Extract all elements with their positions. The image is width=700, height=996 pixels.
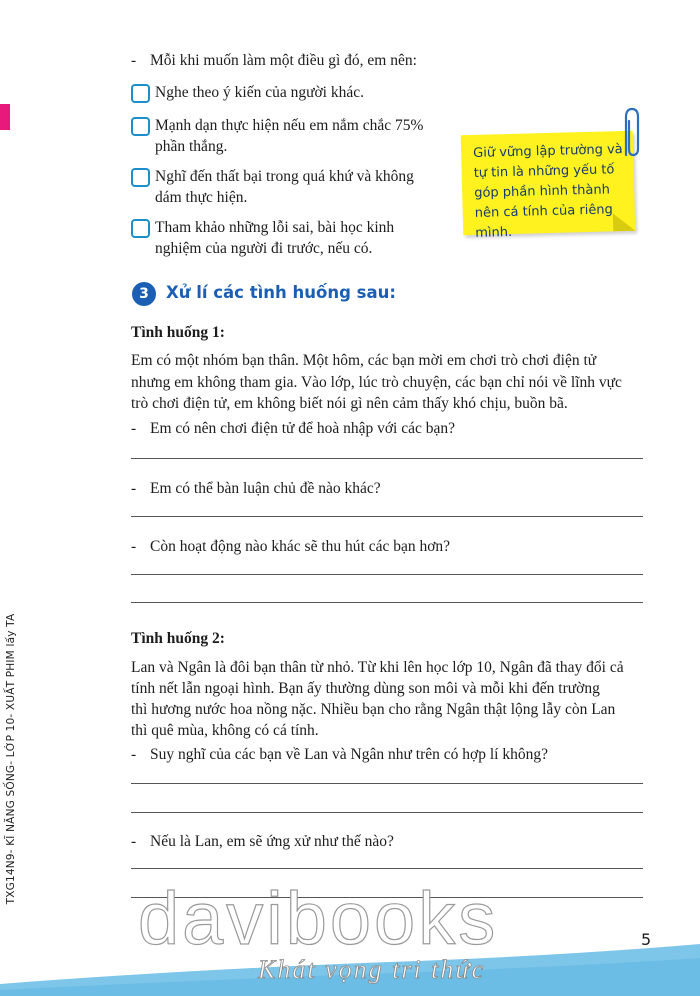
section-title: Xử lí các tình huống sau: [166,283,396,302]
option-checkbox-3[interactable] [131,168,150,187]
answer-line[interactable] [131,812,643,813]
side-print-code: TXG14N9- KĨ NĂNG SỐNG- LỚP 10- XUẤT PHIM lấy TA [5,613,17,905]
paperclip-icon [616,105,646,161]
answer-line[interactable] [131,868,643,869]
situation-2-question-2: Nếu là Lan, em sẽ ứng xử như thế nào? [150,833,394,850]
page-number: 5 [641,930,652,949]
situation-2-question-1: Suy nghĩ của các bạn về Lan và Ngân như trên có hợp lí không? [150,746,548,763]
situation-2-line: thì quê mùa, không có cá tính. [131,722,319,739]
section-number-badge: 3 [132,282,156,306]
dash: - [131,480,137,497]
option-4-line2: nghiệm của người đi trước, nếu có. [155,240,373,257]
question-intro: Mỗi khi muốn làm một điều gì đó, em nên: [150,52,417,69]
dash: - [131,52,137,69]
option-checkbox-1[interactable] [131,84,150,103]
situation-1-question-2: Em có thể bàn luận chủ đề nào khác? [150,480,381,497]
situation-2-line: Lan và Ngân là đôi bạn thân từ nhỏ. Từ khi lên học lớp 10, Ngân đã thay đổi cả [131,659,624,676]
note-line: Giữ vững lập trường và [473,142,623,161]
situation-1-line: Em có một nhóm bạn thân. Một hôm, các bạn mời em chơi trò chơi điện tử [131,352,597,369]
situation-1-title: Tình huống 1: [131,324,225,341]
situation-1-line: trò chơi điện tử, em không biết nói gì nên cảm thấy khó chịu, buồn bã. [131,395,568,412]
situation-2-line: thì hương nước hoa nồng nặc. Nhiều bạn cho rằng Ngân thật lộng lẫy còn Lan [131,701,616,718]
answer-line[interactable] [131,574,643,575]
option-checkbox-2[interactable] [131,117,150,136]
situation-2-title: Tình huống 2: [131,630,225,647]
answer-line[interactable] [131,458,643,459]
dash: - [131,833,137,850]
option-3-line2: dám thực hiện. [155,189,248,206]
answer-line[interactable] [131,783,643,784]
note-line: mình. [475,224,513,241]
situation-1-question-1: Em có nên chơi điện tử để hoà nhập với các bạn? [150,420,455,437]
pink-edge-tab [0,104,10,130]
dash: - [131,538,137,555]
option-4-line1: Tham khảo những lỗi sai, bài học kinh [155,219,395,236]
situation-1-question-3: Còn hoạt động nào khác sẽ thu hút các bạn hơn? [150,538,451,555]
sticky-note [461,131,636,241]
option-1-text: Nghe theo ý kiến của người khác. [155,84,364,101]
situation-2-line: tính nết lẫn ngoại hình. Bạn ấy thường dùng son môi và mỗi khi đến trường [131,680,600,697]
option-checkbox-4[interactable] [131,219,150,238]
option-2-line1: Mạnh dạn thực hiện nếu em nắm chắc 75% [155,117,424,134]
option-2-line2: phần thắng. [155,138,228,155]
option-3-line1: Nghĩ đến thất bại trong quá khứ và không [155,168,414,185]
watermark-brand: davibooks [138,877,499,960]
answer-line[interactable] [131,602,643,603]
dash: - [131,420,137,437]
watermark-slogan: Khát vọng tri thức [258,955,486,984]
answer-line[interactable] [131,516,643,517]
note-line: nên cá tính của riêng [474,202,614,221]
dash: - [131,746,137,763]
situation-1-line: nhưng em không tham gia. Vào lớp, lúc trò chuyện, các bạn chỉ nói về lĩnh vực [131,374,622,391]
note-line: góp phần hình thành [474,182,611,201]
note-text [473,140,628,244]
note-line: tự tin là những yếu tố [473,162,615,181]
